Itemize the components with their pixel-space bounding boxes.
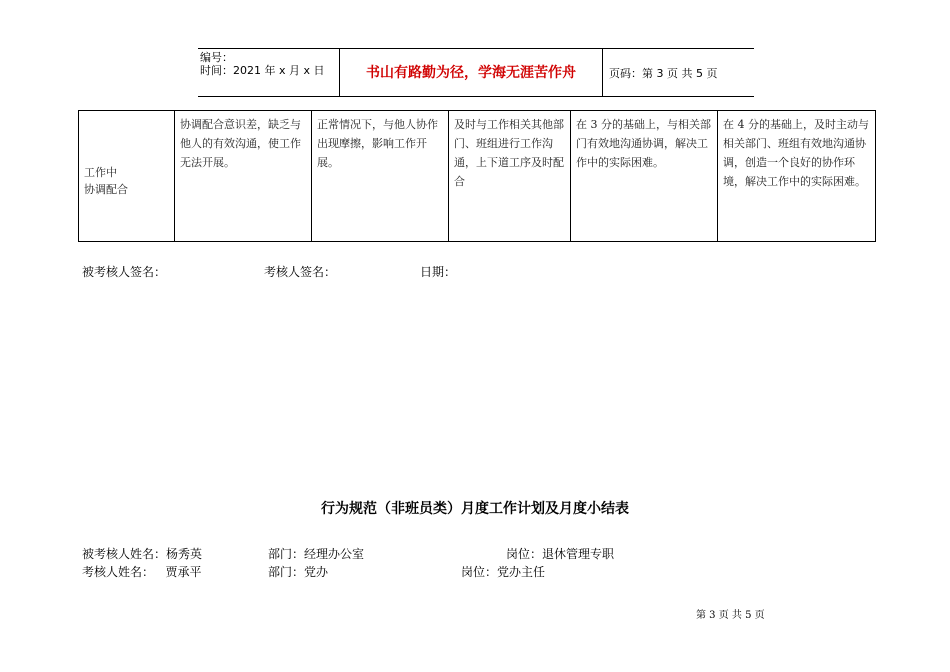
examiner-signature-label: 考核人签名：: [264, 265, 337, 279]
signature-date-label: 日期：: [420, 265, 457, 279]
examiner-post: 岗位：党办主任: [461, 565, 546, 579]
score-cell-2: 正常情况下，与他人协作出现摩擦，影响工作开展。: [312, 111, 449, 242]
header-motto: 书山有路勤为径，学海无涯苦作舟: [366, 65, 576, 81]
examiner-dept: 部门：党办: [268, 565, 329, 579]
score-cell-1: 协调配合意识差，缺乏与他人的有效沟通，使工作无法开展。: [175, 111, 312, 242]
table-row: [79, 111, 876, 242]
examinee-dept: 部门：经理办公室: [268, 547, 365, 561]
examinee-name: 被考核人姓名：杨秀英: [82, 547, 203, 561]
score-cell-3: 及时与工作相关其他部门、班组进行工作沟通，上下道工序及时配合: [449, 111, 571, 242]
score-cell-4: 在 3 分的基础上，与相关部门有效地沟通协调，解决工作中的实际困难。: [571, 111, 718, 242]
page-footer: 第 3 页 共 5 页: [696, 610, 765, 621]
header-number-label: 编号：: [200, 51, 233, 64]
examinee-signature-label: 被考核人签名：: [82, 265, 167, 279]
header-date-label: 时间：2021 年 x 月 x 日: [200, 64, 325, 77]
examiner-name: 考核人姓名： 贾承平: [82, 565, 202, 579]
row-label-cell: [79, 111, 175, 242]
header-page-label: 页码：第 3 页 共 5 页: [609, 67, 718, 80]
header-bottom-rule: [198, 96, 754, 97]
row-label-line-2: 协调配合: [84, 183, 128, 196]
evaluation-table: [78, 110, 876, 242]
score-cell-5: 在 4 分的基础上，及时主动与相关部门、班组有效地沟通协调，创造一个良好的协作环境，解决工作中的实际困难。: [718, 111, 876, 242]
section-title: 行为规范（非班员类）月度工作计划及月度小结表: [321, 501, 629, 517]
row-label-line-1: 工作中: [84, 166, 117, 179]
examinee-post: 岗位：退休管理专职: [506, 547, 615, 561]
header-divider-right: [602, 48, 603, 96]
